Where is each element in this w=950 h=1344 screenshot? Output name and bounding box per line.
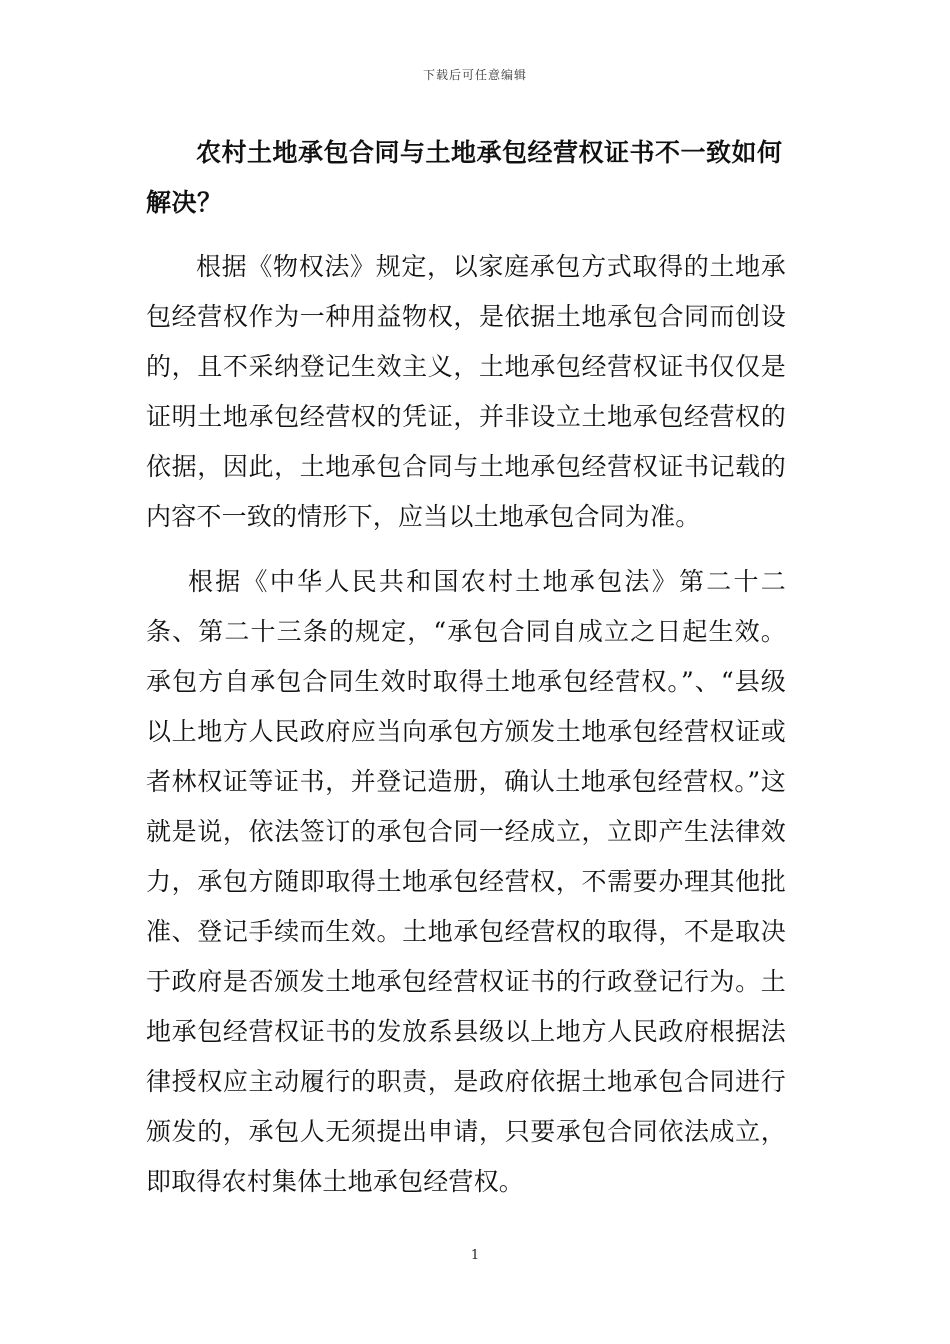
paragraph-land-contract-law: 根据《中华人民共和国农村土地承包法》第二十二条、第二十三条的规定，“承包合同自成立之日起生效。承包方自承包合同生效时取得土地承包经营权。”、“县级以上地方人民政府应当向承包方颁发土地承包经营权证或者林权证等证书，并登记造册，确认土地承包经营权。”这就是说，依法签订的承包合同一经成立，立即产生法律效力，承包方随即取得土地承包经营权，不需要办理其他批准、登记手续而生效。土地承包经营权的取得，不是取决于政府是否颁发土地承包经营权证书的行政登记行为。土地承包经营权证书的发放系县级以上地方人民政府根据法律授权应主动履行的职责，是政府依据土地承包合同进行颁发的，承包人无须提出申请，只要承包合同依法成立，即取得农村集体土地承包经营权。 <box>146 567 786 1196</box>
document-body <box>146 128 786 1207</box>
header-note: 下载后可任意编辑 <box>422 68 527 82</box>
document-title: 农村土地承包合同与土地承包经营权证书不一致如何解决？ <box>146 138 783 217</box>
page-number: 1 <box>470 1248 480 1263</box>
paragraph-property-law: 根据《物权法》规定，以家庭承包方式取得的土地承包经营权作为一种用益物权，是依据土地承包合同而创设的，且不采纳登记生效主义，土地承包经营权证书仅仅是证明土地承包经营权的凭证，并非设立土地承包经营权的依据，因此，土地承包合同与土地承包经营权证书记载的内容不一致的情形下，应当以土地承包合同为准。 <box>146 252 786 531</box>
